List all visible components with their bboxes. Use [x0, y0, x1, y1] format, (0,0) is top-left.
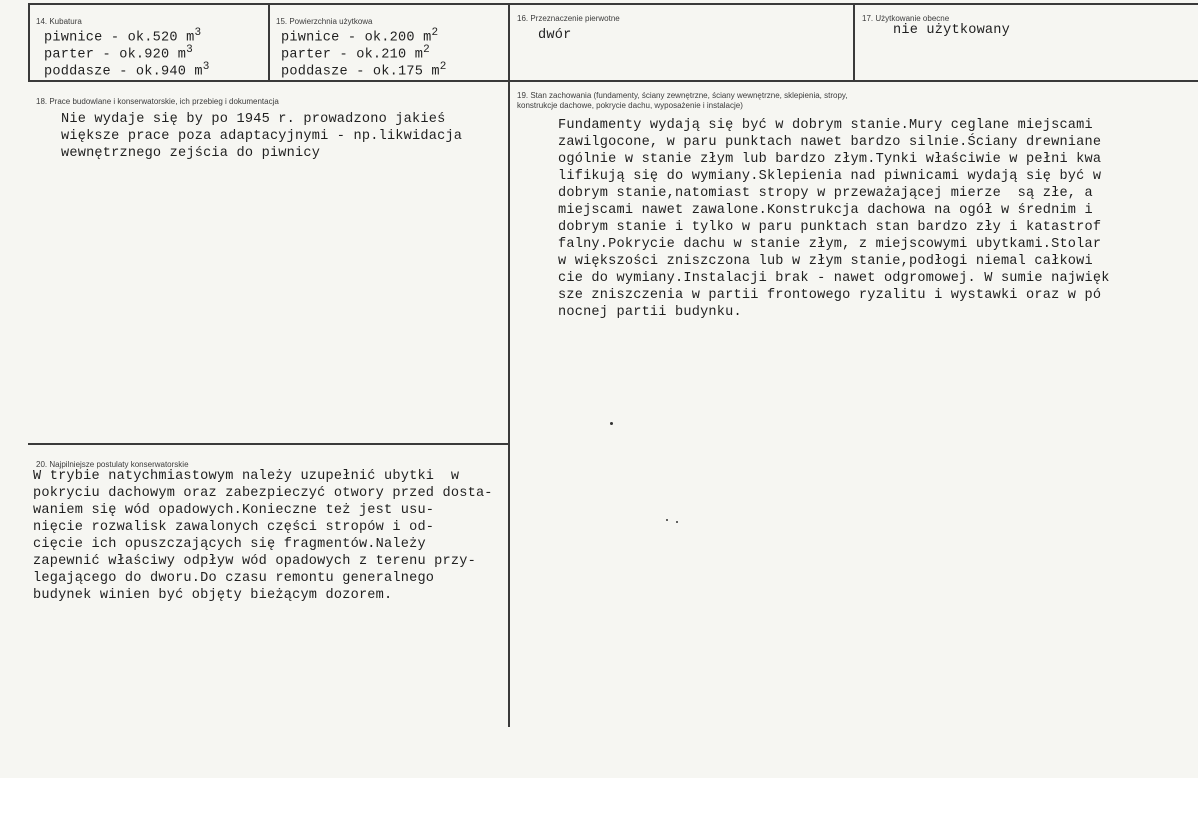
col-divider-16-17 [853, 3, 855, 82]
postulaty-line-6: zapewnić właściwy odpływ wód opadowych z terenu przy- [33, 554, 476, 569]
postulaty-line-3: waniem się wód opadowych.Konieczne też jest usu- [33, 503, 435, 518]
cell-label-kubatura: 14. Kubatura [36, 17, 82, 26]
postulaty-line-4: nięcie rozwalisk zawalonych części stropów i od- [33, 520, 435, 535]
stan-line-2: zawilgocone, w paru punktach nawet bardzo silnie.Ściany drewniane [558, 135, 1102, 150]
powierzchnia-line-3: poddasze - ok.175 $m^2$ [281, 61, 447, 80]
unit-superscript: 3 [186, 44, 193, 56]
unit-superscript: 2 [439, 61, 447, 73]
stan-line-5: dobrym stanie,natomiast stropy w przeważającej mierze są złe, a [558, 186, 1093, 201]
uzytkowanie-value: nie użytkowany [893, 23, 1011, 38]
postulaty-line-1: W trybie natychmiastowym należy uzupełnić ubytki w [33, 469, 460, 484]
stan-line-8: falny.Pokrycie dachu w stanie złym, z miejscowymi ubytkami.Stolar [558, 237, 1102, 252]
ink-speck [676, 521, 678, 523]
przeznaczenie-value: dwór [538, 28, 572, 43]
powierzchnia-line-2: parter - ok.210 $m^2$ [281, 44, 430, 63]
cell-label-uzytkowanie: 17. Użytkowanie obecne [862, 14, 950, 23]
postulaty-line-2: pokryciu dachowym oraz zabezpieczyć otwory przed dosta- [33, 486, 493, 501]
stan-line-4: lifikują się do wymiany.Sklepienia nad piwnicami wydają się być w [558, 169, 1102, 184]
stan-line-3: ogólnie w stanie złym lub bardzo złym.Tynki właściwie w pełni kwa [558, 152, 1102, 167]
kubatura-line-1: piwnice - ok.520 $m^3$ [44, 27, 202, 46]
postulaty-line-8: budynek winien być objęty bieżącym dozorem. [33, 588, 393, 603]
stan-line-12: nocnej partii budynku. [558, 305, 742, 320]
powierzchnia-line-1: piwnice - ok.200 $m^2$ [281, 27, 439, 46]
stan-line-9: w większości zniszczona lub w złym stanie,podłogi niemal całkowi [558, 254, 1093, 269]
page-margin [0, 778, 1198, 820]
prace-line-1: Nie wydaje się by po 1945 r. prowadzono jakieś [61, 112, 446, 127]
prace-line-2: większe prace poza adaptacyjnymi - np.likwidacja [61, 129, 463, 144]
cell-label-postulaty: 20. Najpilniejsze postulaty konserwatorskie [36, 460, 189, 469]
unit-superscript: 3 [202, 61, 210, 73]
unit-superscript: 3 [194, 27, 202, 39]
unit-superscript: 2 [423, 44, 430, 56]
postulaty-line-5: cięcie ich opuszczających się fragmentów.Należy [33, 537, 426, 552]
stan-line-11: sze zniszczenia w partii frontowego ryzalitu i wystawki oraz w pó [558, 288, 1102, 303]
top-border [28, 3, 1198, 5]
left-border [28, 3, 30, 82]
ink-speck [666, 519, 668, 521]
stan-line-6: miejscami nawet zawalone.Konstrukcja dachowa na ogół w średnim i [558, 203, 1093, 218]
row-divider-2 [28, 443, 510, 445]
cell-label-powierzchnia: 15. Powierzchnia użytkowa [276, 17, 373, 26]
unit-superscript: 2 [431, 27, 439, 39]
cell-label-prace: 18. Prace budowlane i konserwatorskie, ich przebieg i dokumentacja [36, 97, 279, 106]
col-divider-15-16 [508, 3, 510, 727]
stan-line-1: Fundamenty wydają się być w dobrym stanie.Mury ceglane miejscami [558, 118, 1093, 133]
stan-line-7: dobrym stanie i tylko w paru punktach stan bardzo zły i katastrof [558, 220, 1102, 235]
postulaty-line-7: legającego do dworu.Do czasu remontu generalnego [33, 571, 435, 586]
kubatura-line-2: parter - ok.920 $m^3$ [44, 44, 193, 63]
col-divider-14-15 [268, 3, 270, 82]
cell-label-stan-line-2: konstrukcje dachowe, pokrycie dachu, wyposażenie i instalacje) [517, 101, 743, 110]
kubatura-line-3: poddasze - ok.940 $m^3$ [44, 61, 210, 80]
prace-line-3: wewnętrznego zejścia do piwnicy [61, 146, 321, 161]
ink-speck [610, 422, 613, 425]
cell-label-przeznaczenie: 16. Przeznaczenie pierwotne [517, 14, 620, 23]
stan-line-10: cie do wymiany.Instalacji brak - nawet odgromowej. W sumie najwięk [558, 271, 1110, 286]
cell-label-stan-line-1: 19. Stan zachowania (fundamenty, ściany zewnętrzne, ściany wewnętrzne, sklepienia, stropy, [517, 91, 848, 100]
